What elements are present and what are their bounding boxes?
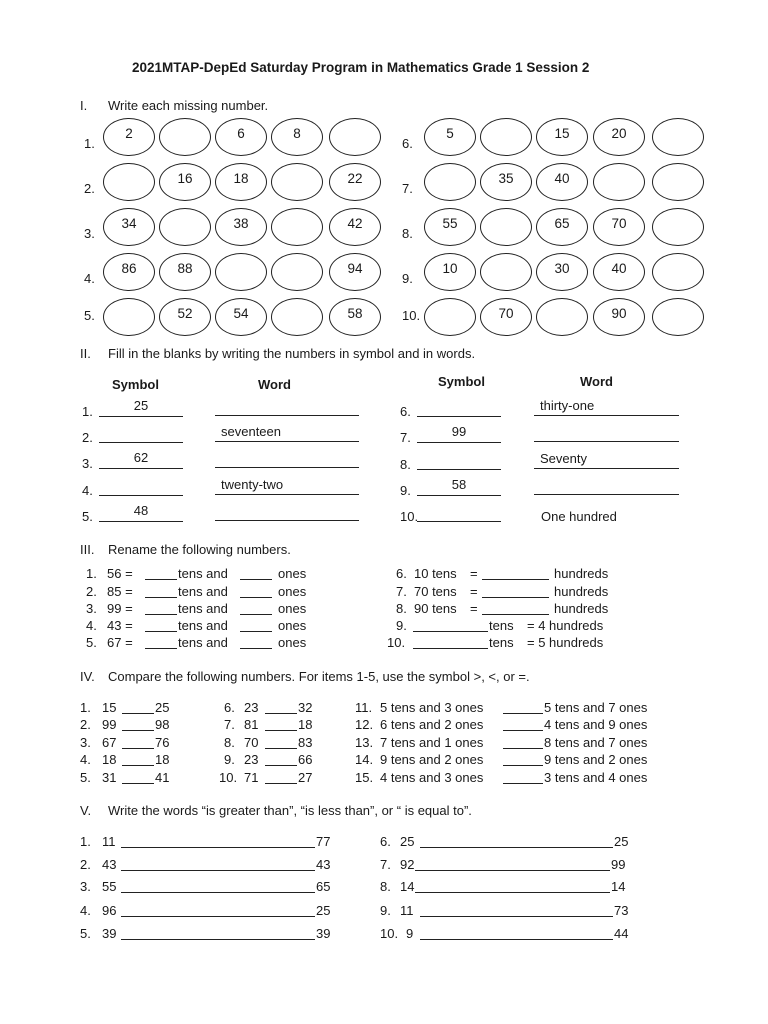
oval-value: 2 (125, 125, 133, 141)
compare-left: 81 (244, 717, 259, 732)
compare-left: 31 (102, 770, 117, 785)
compare-right: 18 (155, 752, 170, 767)
page-title: 2021MTAP-DepEd Saturday Program in Mathematics Grade 1 Session 2 (132, 60, 590, 75)
tens-blank[interactable] (413, 618, 488, 632)
number-oval (329, 253, 381, 291)
blank-oval[interactable] (215, 253, 267, 291)
symbol-header-left: Symbol (112, 377, 159, 392)
compare-right: 43 (316, 857, 331, 872)
item-number: 4. (84, 271, 95, 286)
blank-oval[interactable] (480, 253, 532, 291)
oval-value: 70 (498, 305, 514, 321)
blank-oval[interactable] (593, 163, 645, 201)
equals-sign: = (470, 601, 478, 616)
word-answer[interactable] (215, 450, 359, 468)
compare-right: 99 (611, 857, 626, 872)
symbol-answer[interactable]: 99 (417, 424, 501, 443)
number-oval (536, 208, 588, 246)
item-number: 2. (84, 181, 95, 196)
oval-value: 55 (442, 215, 458, 231)
rename-question: 90 tens (414, 601, 457, 616)
oval-value: 22 (347, 170, 363, 186)
compare-blank[interactable] (265, 717, 297, 731)
word-answer[interactable]: seventeen (215, 424, 359, 442)
compare-left: 14 (400, 879, 415, 894)
word-answer[interactable]: Seventy (534, 451, 679, 469)
symbol-answer[interactable] (417, 451, 501, 470)
tail-word: = 4 hundreds (527, 618, 604, 633)
compare-blank[interactable] (122, 700, 154, 714)
number-oval (536, 118, 588, 156)
item-number: 10. (387, 635, 406, 650)
item-number: 4. (80, 752, 91, 767)
compare-right: 8 tens and 7 ones (544, 735, 648, 750)
answer-line[interactable] (121, 857, 315, 871)
word-text: One hundred (541, 509, 617, 524)
compare-left: 6 tens and 2 ones (380, 717, 484, 732)
blank-oval[interactable] (480, 208, 532, 246)
blank-oval[interactable] (652, 118, 704, 156)
oval-value: 65 (554, 215, 570, 231)
oval-value: 38 (233, 215, 249, 231)
word-answer[interactable]: thirty-one (534, 398, 679, 416)
compare-left: 92 (400, 857, 415, 872)
item-number: 9. (402, 271, 413, 286)
number-oval (480, 163, 532, 201)
item-number: 10. (380, 926, 399, 941)
item-number: 3. (80, 735, 91, 750)
number-oval (103, 253, 155, 291)
item-number: 15. (355, 770, 374, 785)
oval-value: 15 (554, 125, 570, 141)
number-oval (271, 118, 323, 156)
symbol-answer[interactable] (417, 503, 501, 522)
compare-left: 99 (102, 717, 117, 732)
oval-value: 20 (611, 125, 627, 141)
compare-blank[interactable] (503, 700, 543, 714)
tens-blank[interactable] (145, 584, 177, 598)
number-oval (424, 208, 476, 246)
item-number: 4. (80, 903, 91, 918)
tens-word: tens and (178, 584, 228, 599)
compare-right: 14 (611, 879, 626, 894)
compare-right: 83 (298, 735, 313, 750)
number-oval (215, 163, 267, 201)
section-4-instruction: Compare the following numbers. For items 1-5, use the symbol >, <, or =. (108, 669, 530, 684)
oval-value: 88 (177, 260, 193, 276)
number-oval (329, 298, 381, 336)
item-number: 7. (224, 717, 235, 732)
item-number: 1. (80, 834, 91, 849)
tail-word: = 5 hundreds (527, 635, 604, 650)
number-oval (593, 208, 645, 246)
item-number: 4. (82, 483, 93, 498)
item-number: 10. (402, 308, 421, 323)
item-number: 7. (380, 857, 391, 872)
tens-blank[interactable] (413, 635, 488, 649)
section-5-label: V. (80, 803, 92, 818)
compare-right: 9 tens and 2 ones (544, 752, 648, 767)
blank-oval[interactable] (536, 298, 588, 336)
symbol-answer[interactable] (417, 398, 501, 417)
answer-line[interactable] (420, 834, 613, 848)
item-number: 8. (396, 601, 407, 616)
rename-question: 99 = (107, 601, 133, 616)
symbol-answer[interactable]: 62 (99, 450, 183, 469)
ones-word: ones (278, 566, 307, 581)
compare-left: 55 (102, 879, 117, 894)
compare-blank[interactable] (265, 700, 297, 714)
compare-right: 5 tens and 7 ones (544, 700, 648, 715)
compare-right: 73 (614, 903, 629, 918)
compare-left: 96 (102, 903, 117, 918)
blank-oval[interactable] (159, 208, 211, 246)
blank-oval[interactable] (480, 118, 532, 156)
compare-left: 4 tens and 3 ones (380, 770, 484, 785)
compare-blank[interactable] (122, 752, 154, 766)
compare-blank[interactable] (265, 770, 297, 784)
item-number: 6. (224, 700, 235, 715)
blank-oval[interactable] (652, 298, 704, 336)
rename-question: 67 = (107, 635, 133, 650)
ones-blank[interactable] (240, 584, 272, 598)
item-number: 8. (402, 226, 413, 241)
item-number: 6. (396, 566, 407, 581)
blank-oval[interactable] (271, 298, 323, 336)
item-number: 5. (86, 635, 97, 650)
rename-question: 10 tens (414, 566, 457, 581)
rename-question: 56 = (107, 566, 133, 581)
oval-value: 54 (233, 305, 249, 321)
number-oval (536, 163, 588, 201)
section-3-instruction: Rename the following numbers. (108, 542, 291, 557)
compare-left: 7 tens and 1 ones (380, 735, 484, 750)
compare-right: 39 (316, 926, 331, 941)
number-oval (593, 118, 645, 156)
ones-blank[interactable] (240, 635, 272, 649)
rename-question: tens (489, 635, 514, 650)
compare-left: 18 (102, 752, 117, 767)
ones-blank[interactable] (240, 618, 272, 632)
item-number: 4. (86, 618, 97, 633)
blank-oval[interactable] (103, 163, 155, 201)
oval-value: 6 (237, 125, 245, 141)
oval-value: 10 (442, 260, 458, 276)
compare-right: 3 tens and 4 ones (544, 770, 648, 785)
item-number: 3. (80, 879, 91, 894)
word-answer[interactable] (215, 503, 359, 521)
section-1-instruction: Write each missing number. (108, 98, 269, 113)
number-oval (159, 253, 211, 291)
blank-oval[interactable] (652, 208, 704, 246)
section-2-instruction: Fill in the blanks by writing the numbers in symbol and in words. (108, 346, 476, 361)
answer-line[interactable] (121, 834, 315, 848)
answer-line[interactable] (121, 903, 315, 917)
oval-value: 40 (611, 260, 627, 276)
section-5-instruction: Write the words “is greater than”, “is less than”, or “ is equal to”. (108, 803, 472, 818)
compare-right: 76 (155, 735, 170, 750)
compare-blank[interactable] (265, 735, 297, 749)
blank-oval[interactable] (652, 253, 704, 291)
symbol-header-right: Symbol (438, 374, 485, 389)
oval-value: 8 (293, 125, 301, 141)
number-oval (536, 253, 588, 291)
item-number: 11. (355, 700, 373, 715)
item-number: 1. (84, 136, 95, 151)
number-oval (215, 298, 267, 336)
tens-word: tens and (178, 601, 228, 616)
word-header-left: Word (258, 377, 291, 392)
compare-blank[interactable] (503, 770, 543, 784)
item-number: 6. (400, 404, 411, 419)
equals-sign: = (470, 584, 478, 599)
tens-blank[interactable] (145, 635, 177, 649)
section-4-label: IV. (80, 669, 95, 684)
item-number: 1. (82, 404, 93, 419)
oval-value: 70 (611, 215, 627, 231)
item-number: 5. (80, 770, 91, 785)
word-answer[interactable]: twenty-two (215, 477, 359, 495)
answer-line[interactable] (415, 857, 610, 871)
ones-word: ones (278, 618, 307, 633)
compare-right: 41 (155, 770, 170, 785)
tens-blank[interactable] (145, 618, 177, 632)
tens-blank[interactable] (145, 601, 177, 615)
compare-left: 71 (244, 770, 259, 785)
symbol-answer[interactable]: 25 (99, 398, 183, 417)
oval-value: 58 (347, 305, 363, 321)
item-number: 6. (402, 136, 413, 151)
number-oval (159, 163, 211, 201)
item-number: 7. (396, 584, 407, 599)
number-oval (329, 208, 381, 246)
blank-oval[interactable] (103, 298, 155, 336)
compare-blank[interactable] (122, 735, 154, 749)
compare-left: 70 (244, 735, 259, 750)
item-number: 6. (380, 834, 391, 849)
hundreds-blank[interactable] (482, 566, 549, 580)
symbol-answer[interactable] (99, 424, 183, 443)
compare-right: 44 (614, 926, 629, 941)
rename-question: 70 tens (414, 584, 457, 599)
blank-oval[interactable] (652, 163, 704, 201)
compare-right: 25 (155, 700, 170, 715)
compare-blank[interactable] (122, 770, 154, 784)
item-number: 7. (400, 430, 411, 445)
item-number: 14. (355, 752, 374, 767)
blank-oval[interactable] (424, 298, 476, 336)
word-answer[interactable] (215, 398, 359, 416)
compare-left: 11 (400, 903, 414, 918)
blank-oval[interactable] (424, 163, 476, 201)
item-number: 1. (86, 566, 97, 581)
item-number: 10. (219, 770, 238, 785)
compare-left: 67 (102, 735, 117, 750)
tens-word: tens and (178, 566, 228, 581)
number-oval (480, 298, 532, 336)
number-oval (103, 118, 155, 156)
item-number: 2. (82, 430, 93, 445)
word-answer[interactable] (534, 424, 679, 442)
oval-value: 90 (611, 305, 627, 321)
ones-blank[interactable] (240, 566, 272, 580)
compare-blank[interactable] (265, 752, 297, 766)
symbol-answer[interactable]: 58 (417, 477, 501, 496)
compare-right: 65 (316, 879, 331, 894)
hundreds-blank[interactable] (482, 601, 549, 615)
answer-line[interactable] (415, 879, 610, 893)
item-number: 8. (224, 735, 235, 750)
tens-word: tens and (178, 635, 228, 650)
ones-word: ones (278, 601, 307, 616)
oval-value: 5 (446, 125, 454, 141)
tail-word: hundreds (554, 601, 609, 616)
item-number: 2. (86, 584, 97, 599)
symbol-answer[interactable] (99, 477, 183, 496)
oval-value: 86 (121, 260, 137, 276)
item-number: 5. (82, 509, 93, 524)
compare-left: 11 (102, 834, 116, 849)
item-number: 3. (82, 456, 93, 471)
oval-value: 40 (554, 170, 570, 186)
compare-left: 9 (406, 926, 414, 941)
number-oval (215, 118, 267, 156)
number-oval (159, 298, 211, 336)
item-number: 2. (80, 857, 91, 872)
number-oval (593, 253, 645, 291)
compare-left: 9 tens and 2 ones (380, 752, 484, 767)
number-oval (215, 208, 267, 246)
ones-word: ones (278, 584, 307, 599)
number-oval (424, 118, 476, 156)
compare-right: 25 (614, 834, 629, 849)
compare-blank[interactable] (503, 752, 543, 766)
compare-blank[interactable] (503, 717, 543, 731)
number-oval (593, 298, 645, 336)
compare-right: 32 (298, 700, 313, 715)
compare-right: 77 (316, 834, 331, 849)
ones-blank[interactable] (240, 601, 272, 615)
number-oval (103, 208, 155, 246)
item-number: 3. (86, 601, 97, 616)
oval-value: 18 (233, 170, 249, 186)
rename-question: 85 = (107, 584, 133, 599)
item-number: 8. (400, 457, 411, 472)
compare-left: 5 tens and 3 ones (380, 700, 484, 715)
blank-oval[interactable] (159, 118, 211, 156)
compare-right: 4 tens and 9 ones (544, 717, 648, 732)
compare-blank[interactable] (503, 735, 543, 749)
tens-blank[interactable] (145, 566, 177, 580)
compare-right: 98 (155, 717, 170, 732)
hundreds-blank[interactable] (482, 584, 549, 598)
answer-line[interactable] (121, 879, 315, 893)
compare-left: 39 (102, 926, 117, 941)
compare-right: 18 (298, 717, 313, 732)
compare-right: 27 (298, 770, 313, 785)
word-header-right: Word (580, 374, 613, 389)
word-answer[interactable] (534, 477, 679, 495)
compare-right: 66 (298, 752, 313, 767)
section-1-label: I. (80, 98, 88, 113)
ones-word: ones (278, 635, 307, 650)
blank-oval[interactable] (271, 253, 323, 291)
compare-left: 43 (102, 857, 117, 872)
blank-oval[interactable] (271, 163, 323, 201)
item-number: 7. (402, 181, 413, 196)
number-oval (424, 253, 476, 291)
item-number: 9. (396, 618, 407, 633)
equals-sign: = (470, 566, 478, 581)
item-number: 9. (224, 752, 235, 767)
rename-question: 43 = (107, 618, 133, 633)
item-number: 9. (380, 903, 391, 918)
item-number: 10. (400, 509, 419, 524)
item-number: 8. (380, 879, 391, 894)
item-number: 12. (355, 717, 374, 732)
oval-value: 42 (347, 215, 363, 231)
answer-line[interactable] (420, 903, 613, 917)
item-number: 5. (80, 926, 91, 941)
section-2-label: II. (80, 346, 91, 361)
item-number: 9. (400, 483, 411, 498)
compare-right: 25 (316, 903, 331, 918)
compare-left: 25 (400, 834, 415, 849)
answer-line[interactable] (420, 926, 613, 940)
section-3-label: III. (80, 542, 95, 557)
symbol-answer[interactable]: 48 (99, 503, 183, 522)
oval-value: 94 (347, 260, 363, 276)
compare-left: 23 (244, 700, 259, 715)
tail-word: hundreds (554, 566, 609, 581)
oval-value: 35 (498, 170, 514, 186)
compare-left: 23 (244, 752, 259, 767)
rename-question: tens (489, 618, 514, 633)
oval-value: 34 (121, 215, 137, 231)
oval-value: 30 (554, 260, 570, 276)
blank-oval[interactable] (271, 208, 323, 246)
oval-value: 52 (177, 305, 193, 321)
compare-blank[interactable] (122, 717, 154, 731)
item-number: 2. (80, 717, 91, 732)
number-oval (329, 163, 381, 201)
item-number: 5. (84, 308, 95, 323)
oval-value: 16 (177, 170, 193, 186)
item-number: 13. (355, 735, 374, 750)
tail-word: hundreds (554, 584, 609, 599)
tens-word: tens and (178, 618, 228, 633)
compare-left: 15 (102, 700, 117, 715)
answer-line[interactable] (121, 926, 315, 940)
item-number: 1. (80, 700, 91, 715)
blank-oval[interactable] (329, 118, 381, 156)
item-number: 3. (84, 226, 95, 241)
